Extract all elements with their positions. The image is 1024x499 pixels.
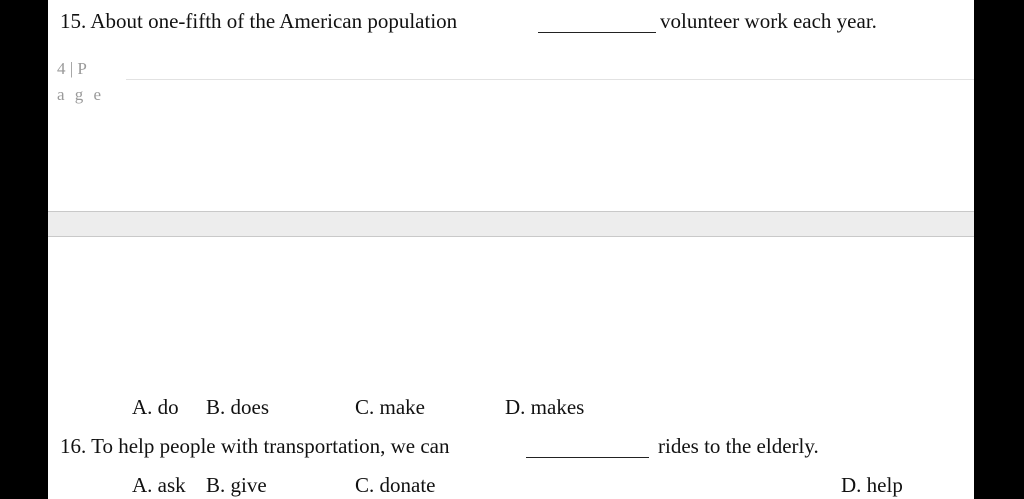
question-15-option-a: A. do	[132, 395, 179, 419]
question-15-option-b: B. does	[206, 395, 269, 419]
question-16-option-b: B. give	[206, 473, 267, 497]
question-16-text-end: rides to the elderly.	[658, 434, 819, 458]
page-number-line-2: a g e	[57, 85, 105, 104]
question-16-option-d: D. help	[841, 473, 903, 497]
question-15-option-d: D. makes	[505, 395, 585, 419]
question-16-option-c: C. donate	[355, 473, 436, 497]
question-16-text: 16. To help people with transportation, we can	[60, 434, 450, 458]
document-page	[48, 0, 974, 499]
question-16-option-a: A. ask	[132, 473, 186, 497]
footer-rule	[126, 79, 974, 80]
question-15-blank	[538, 32, 656, 33]
question-15-text: 15. About one-fifth of the American population	[60, 9, 458, 33]
question-16-blank	[526, 457, 649, 458]
question-15-text-end: volunteer work each year.	[660, 9, 877, 33]
question-15-option-c: C. make	[355, 395, 425, 419]
page-break-gutter	[48, 211, 974, 237]
page-number-line-1: 4 | P	[57, 59, 87, 78]
